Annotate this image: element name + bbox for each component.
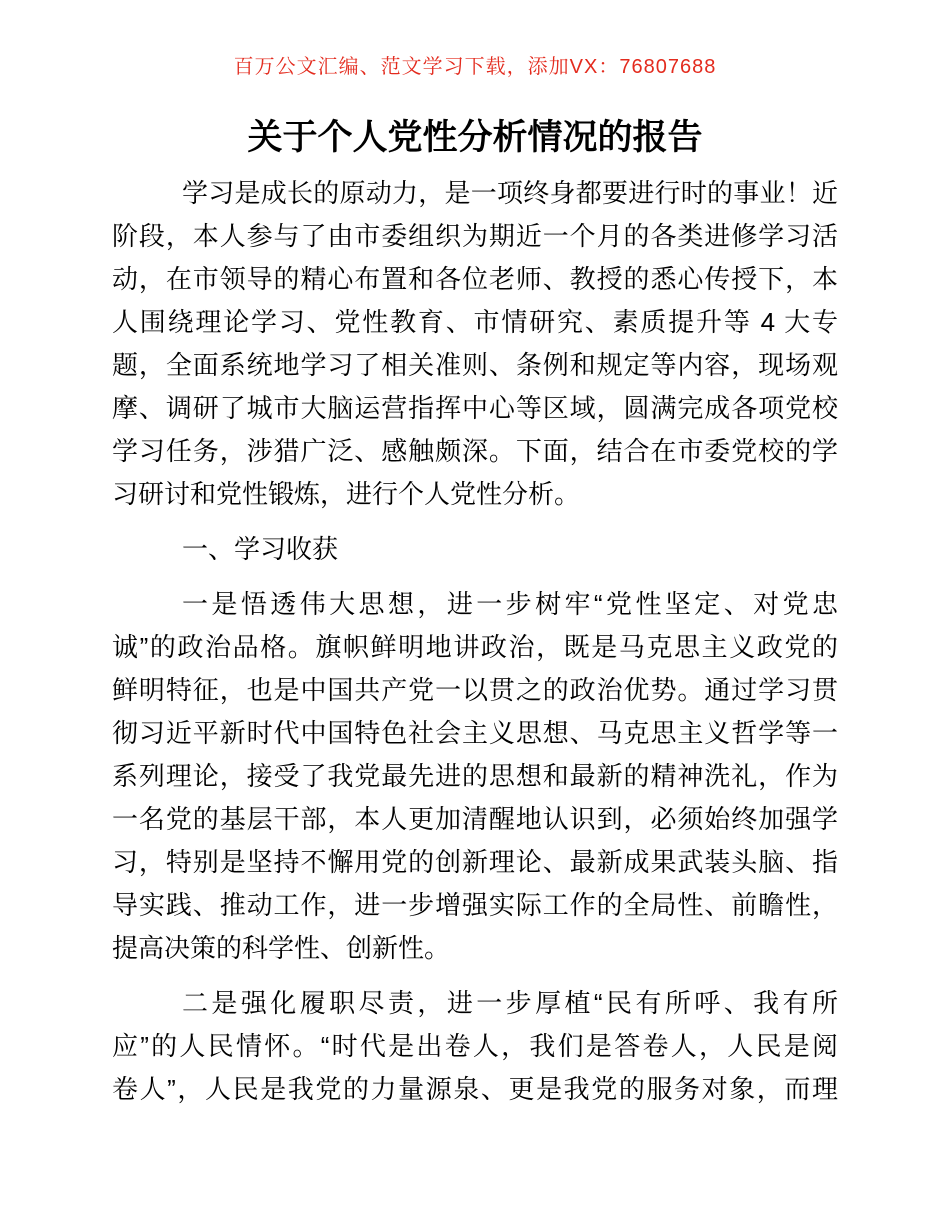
paragraph-line: 彻习近平新时代中国特色社会主义思想、马克思主义哲学等一 (112, 718, 838, 748)
paragraph-line: 习研讨和党性锻炼，进行个人党性分析。 (112, 479, 581, 509)
paragraph-line: 题，全面系统地学习了相关准则、条例和规定等内容，现场观 (112, 350, 838, 380)
paragraph (112, 583, 838, 970)
paragraph-line: 二是强化履职尽责，进一步厚植“民有所呼、我有所 (182, 988, 838, 1018)
paragraph-line: 应”的人民情怀。“时代是出卷人，我们是答卷人，人民是阅 (112, 1031, 838, 1061)
paragraph-line: 卷人”，人民是我党的力量源泉、更是我党的服务对象，而理 (112, 1074, 838, 1104)
paragraph (112, 982, 838, 1111)
paragraph-line: 鲜明特征，也是中国共产党一以贯之的政治优势。通过学习贯 (112, 675, 838, 705)
document-body (0, 172, 950, 1111)
document-title: 关于个人党性分析情况的报告 (247, 118, 703, 157)
paragraph-line: 人围绕理论学习、党性教育、市情研究、素质提升等 4 大专 (112, 307, 838, 337)
paragraph-line: 学习是成长的原动力，是一项终身都要进行时的事业！近 (182, 178, 838, 208)
paragraph-line: 一是悟透伟大思想，进一步树牢“党性坚定、对党忠 (182, 589, 838, 619)
section-heading (112, 528, 838, 571)
paragraph-line: 摩、调研了城市大脑运营指挥中心等区域，圆满完成各项党校 (112, 393, 838, 423)
paragraph-line: 系列理论，接受了我党最先进的思想和最新的精神洗礼，作为 (112, 761, 838, 791)
paragraph-line: 阶段，本人参与了由市委组织为期近一个月的各类进修学习活 (112, 221, 838, 251)
heading-line: 一、学习收获 (182, 534, 339, 564)
paragraph-line: 提高决策的科学性、创新性。 (112, 933, 451, 963)
promo-banner-text: 百万公文汇编、范文学习下载，添加VX：76807688 (233, 56, 717, 78)
paragraph-line: 导实践、推动工作，进一步增强实际工作的全局性、前瞻性， (112, 890, 838, 920)
paragraph-line: 动，在市领导的精心布置和各位老师、教授的悉心传授下，本 (112, 264, 838, 294)
paragraph (112, 172, 838, 516)
paragraph-line: 习，特别是坚持不懈用党的创新理论、最新成果武装头脑、指 (112, 847, 838, 877)
paragraph-line: 一名党的基层干部，本人更加清醒地认识到，必须始终加强学 (112, 804, 838, 834)
paragraph-line: 学习任务，涉猎广泛、感触颇深。下面，结合在市委党校的学 (112, 436, 838, 466)
paragraph-line: 诚”的政治品格。旗帜鲜明地讲政治，既是马克思主义政党的 (112, 632, 838, 662)
